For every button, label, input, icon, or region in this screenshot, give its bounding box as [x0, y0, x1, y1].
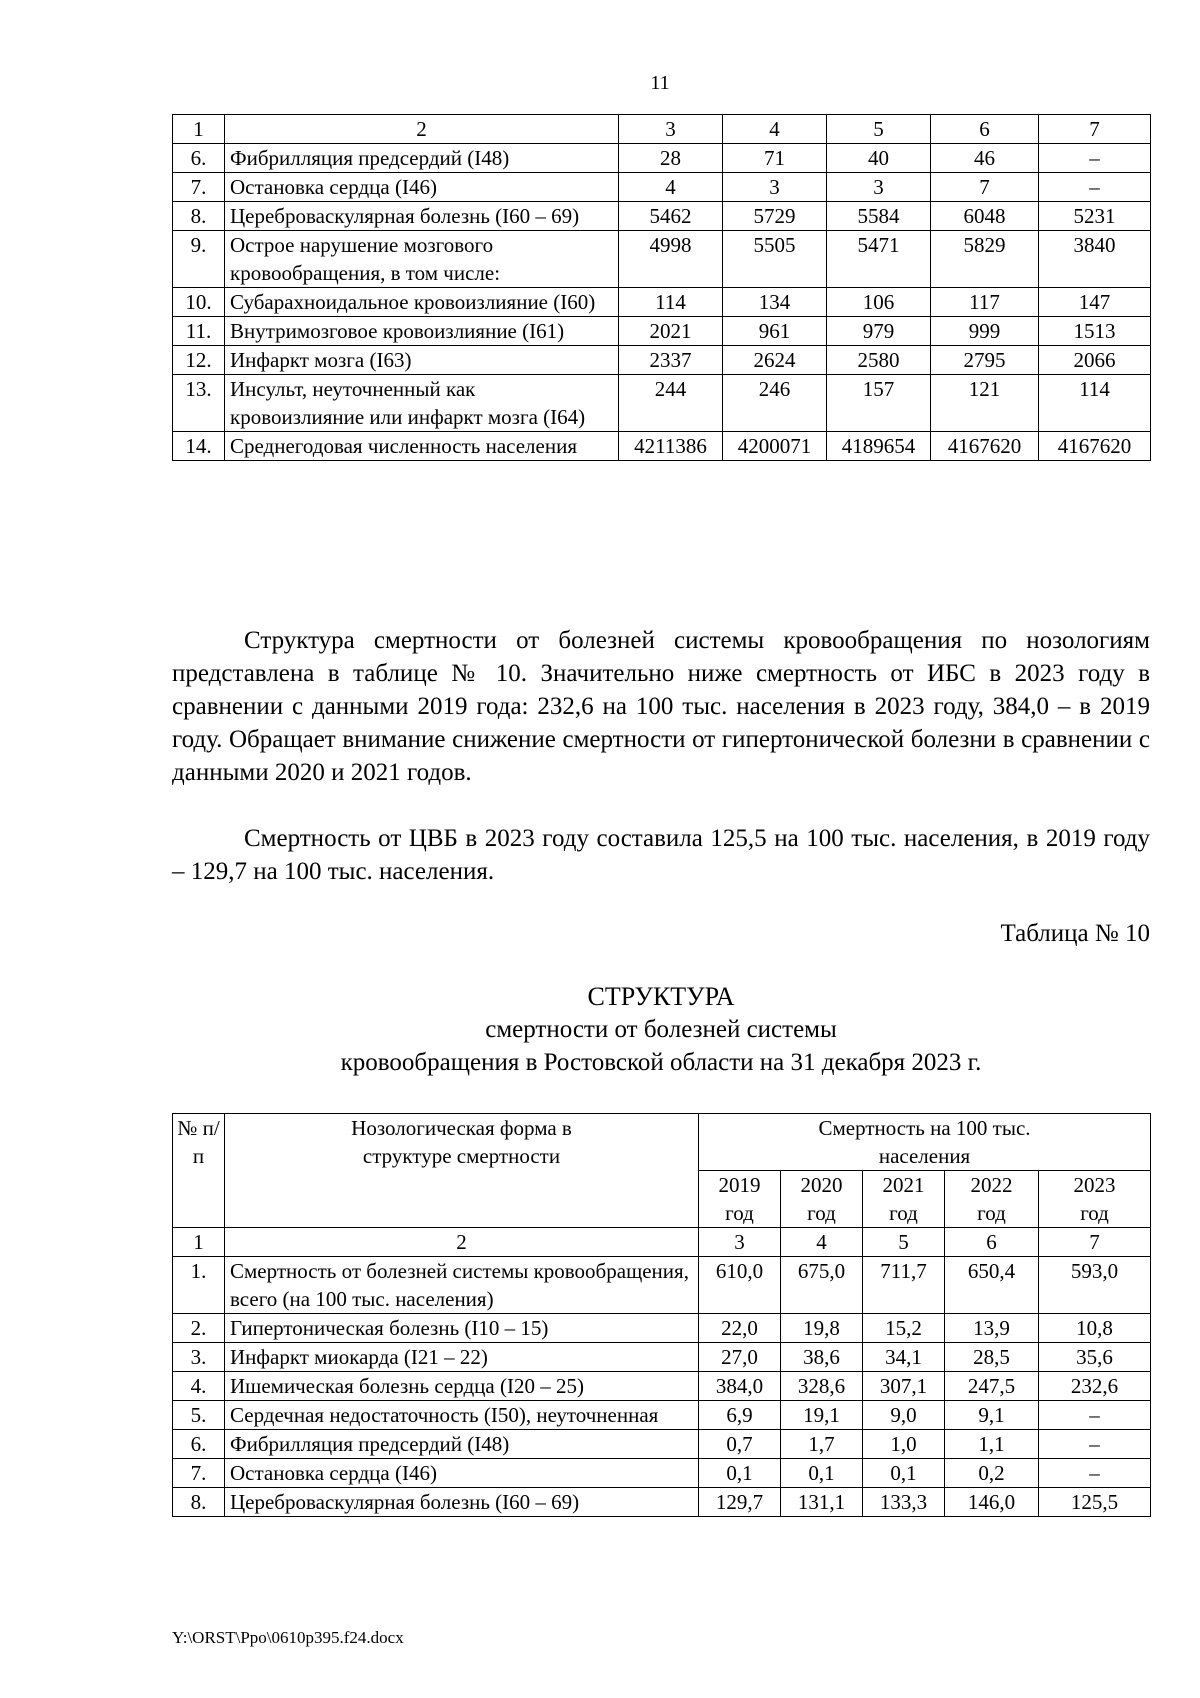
- value-cell: 5829: [931, 231, 1039, 288]
- row-number: 7.: [173, 1459, 225, 1488]
- value-cell: 247,5: [945, 1372, 1039, 1401]
- value-cell: 593,0: [1039, 1257, 1151, 1314]
- body-paragraph: [172, 624, 1150, 789]
- table-row: [173, 317, 1151, 346]
- value-cell: 4167620: [1039, 432, 1151, 461]
- value-cell: 2066: [1039, 346, 1151, 375]
- value-cell: 40: [827, 144, 931, 173]
- table-row: [173, 375, 1151, 432]
- row-number: 6.: [173, 1430, 225, 1459]
- value-cell: 3: [827, 173, 931, 202]
- value-cell: 999: [931, 317, 1039, 346]
- table-row: [173, 1372, 1151, 1401]
- value-cell: –: [1039, 1459, 1151, 1488]
- value-cell: 27,0: [699, 1343, 781, 1372]
- column-number: 4: [723, 115, 827, 144]
- paragraph-text: Структура смертности от болезней системы кровообращения по нозологиям представлена в таблице № 10. Значительно ниже смертность от ИБС в 2023 году в сравнении с данными 2019 года: 232,6 на 100 тыс. населения в 2023 году, 384,0 – в 2019 году. Обращает внимание снижение смертности от гипертонической болезни в сравнении с данными 2020 и 2021 годов.: [172, 627, 1150, 786]
- column-number: 2: [225, 1228, 699, 1257]
- row-number: 4.: [173, 1372, 225, 1401]
- value-cell: 244: [619, 375, 723, 432]
- value-cell: 9,1: [945, 1401, 1039, 1430]
- row-label: Смертность от болезней системы кровообращения, всего (на 100 тыс. населения): [225, 1257, 699, 1314]
- year-header: 2020 год: [781, 1171, 863, 1228]
- title-line: смертности от болезней системы: [485, 1016, 837, 1043]
- row-label: Фибрилляция предсердий (I48): [225, 1430, 699, 1459]
- value-cell: 4211386: [619, 432, 723, 461]
- value-cell: 147: [1039, 288, 1151, 317]
- value-cell: 1,0: [863, 1430, 945, 1459]
- value-cell: 1,1: [945, 1430, 1039, 1459]
- table-row: [173, 432, 1151, 461]
- value-cell: 2021: [619, 317, 723, 346]
- table-row: [173, 1401, 1151, 1430]
- value-cell: –: [1039, 144, 1151, 173]
- row-number: 8.: [173, 202, 225, 231]
- mortality-counts-table: [172, 114, 1151, 461]
- row-number: 12.: [173, 346, 225, 375]
- value-cell: 46: [931, 144, 1039, 173]
- table-row: [173, 173, 1151, 202]
- value-cell: 129,7: [699, 1488, 781, 1517]
- value-cell: 10,8: [1039, 1314, 1151, 1343]
- value-cell: 4189654: [827, 432, 931, 461]
- value-cell: 114: [1039, 375, 1151, 432]
- value-cell: 15,2: [863, 1314, 945, 1343]
- row-label: Инфаркт миокарда (I21 – 22): [225, 1343, 699, 1372]
- value-cell: 134: [723, 288, 827, 317]
- body-paragraph: [172, 822, 1150, 888]
- value-cell: 6,9: [699, 1401, 781, 1430]
- row-number: 9.: [173, 231, 225, 288]
- value-cell: 675,0: [781, 1257, 863, 1314]
- value-cell: 2795: [931, 346, 1039, 375]
- row-label: Инфаркт мозга (I63): [225, 346, 619, 375]
- year-header: 2021 год: [863, 1171, 945, 1228]
- column-number: 6: [945, 1228, 1039, 1257]
- row-label: Гипертоническая болезнь (I10 – 15): [225, 1314, 699, 1343]
- value-cell: 3840: [1039, 231, 1151, 288]
- value-cell: –: [1039, 1430, 1151, 1459]
- title-line: СТРУКТУРА: [587, 982, 735, 1011]
- value-cell: 650,4: [945, 1257, 1039, 1314]
- value-cell: 6048: [931, 202, 1039, 231]
- value-cell: 19,1: [781, 1401, 863, 1430]
- row-number: 3.: [173, 1343, 225, 1372]
- table-column-numbers-row: [173, 1228, 1151, 1257]
- value-cell: 38,6: [781, 1343, 863, 1372]
- value-cell: 5462: [619, 202, 723, 231]
- header-group: Смертность на 100 тыс. населения: [699, 1114, 1151, 1171]
- column-number: 4: [781, 1228, 863, 1257]
- row-number: 14.: [173, 432, 225, 461]
- row-label: Острое нарушение мозгового кровообращения, в том числе:: [225, 231, 619, 288]
- table-row: [173, 144, 1151, 173]
- paragraph-text: Смертность от ЦВБ в 2023 году составила 125,5 на 100 тыс. населения, в 2019 году – 129,7 на 100 тыс. населения.: [172, 825, 1150, 885]
- value-cell: 133,3: [863, 1488, 945, 1517]
- value-cell: 0,2: [945, 1459, 1039, 1488]
- row-label: Фибрилляция предсердий (I48): [225, 144, 619, 173]
- value-cell: 0,1: [781, 1459, 863, 1488]
- value-cell: 5231: [1039, 202, 1151, 231]
- value-cell: 5505: [723, 231, 827, 288]
- column-number: 1: [173, 1228, 225, 1257]
- row-label: Инсульт, неуточненный как кровоизлияние или инфаркт мозга (I64): [225, 375, 619, 432]
- value-cell: –: [1039, 1401, 1151, 1430]
- row-label: Остановка сердца (I46): [225, 173, 619, 202]
- row-number: 10.: [173, 288, 225, 317]
- value-cell: 28,5: [945, 1343, 1039, 1372]
- column-number: 2: [225, 115, 619, 144]
- column-number: 7: [1039, 115, 1151, 144]
- header-form: Нозологическая форма в структуре смертности: [225, 1114, 699, 1228]
- value-cell: 125,5: [1039, 1488, 1151, 1517]
- title-line: кровообращения в Ростовской области на 31 декабря 2023 г.: [340, 1049, 982, 1076]
- row-number: 6.: [173, 144, 225, 173]
- value-cell: 2337: [619, 346, 723, 375]
- table-header-row: [173, 115, 1151, 144]
- value-cell: 5471: [827, 231, 931, 288]
- value-cell: 9,0: [863, 1401, 945, 1430]
- value-cell: –: [1039, 173, 1151, 202]
- value-cell: 13,9: [945, 1314, 1039, 1343]
- table-row: [173, 1430, 1151, 1459]
- value-cell: 117: [931, 288, 1039, 317]
- row-label: Внутримозговое кровоизлияние (I61): [225, 317, 619, 346]
- value-cell: 5584: [827, 202, 931, 231]
- header-number: № п/п: [173, 1114, 225, 1228]
- row-label: Сердечная недостаточность (I50), неуточненная: [225, 1401, 699, 1430]
- table-row: [173, 1459, 1151, 1488]
- table-row: [173, 202, 1151, 231]
- row-label: Ишемическая болезнь сердца (I20 – 25): [225, 1372, 699, 1401]
- value-cell: 1513: [1039, 317, 1151, 346]
- table-row: [173, 288, 1151, 317]
- value-cell: 4998: [619, 231, 723, 288]
- value-cell: 4: [619, 173, 723, 202]
- table-row: [173, 1488, 1151, 1517]
- column-number: 5: [827, 115, 931, 144]
- value-cell: 28: [619, 144, 723, 173]
- row-number: 2.: [173, 1314, 225, 1343]
- value-cell: 106: [827, 288, 931, 317]
- table-row: [173, 1314, 1151, 1343]
- table-row: [173, 1343, 1151, 1372]
- year-header: 2022 год: [945, 1171, 1039, 1228]
- value-cell: 0,7: [699, 1430, 781, 1459]
- value-cell: 2624: [723, 346, 827, 375]
- year-header: 2023 год: [1039, 1171, 1151, 1228]
- row-number: 8.: [173, 1488, 225, 1517]
- row-label: Остановка сердца (I46): [225, 1459, 699, 1488]
- column-number: 7: [1039, 1228, 1151, 1257]
- row-number: 7.: [173, 173, 225, 202]
- value-cell: 961: [723, 317, 827, 346]
- row-label: Цереброваскулярная болезнь (I60 – 69): [225, 202, 619, 231]
- value-cell: 3: [723, 173, 827, 202]
- column-number: 1: [173, 115, 225, 144]
- row-number: 5.: [173, 1401, 225, 1430]
- value-cell: 7: [931, 173, 1039, 202]
- row-number: 11.: [173, 317, 225, 346]
- value-cell: 114: [619, 288, 723, 317]
- value-cell: 22,0: [699, 1314, 781, 1343]
- value-cell: 2580: [827, 346, 931, 375]
- value-cell: 307,1: [863, 1372, 945, 1401]
- value-cell: 146,0: [945, 1488, 1039, 1517]
- value-cell: 0,1: [699, 1459, 781, 1488]
- value-cell: 384,0: [699, 1372, 781, 1401]
- value-cell: 121: [931, 375, 1039, 432]
- table-header-row: [173, 1114, 1151, 1171]
- table-row: [173, 346, 1151, 375]
- value-cell: 4167620: [931, 432, 1039, 461]
- mortality-structure-table: [172, 1113, 1151, 1517]
- column-number: 5: [863, 1228, 945, 1257]
- value-cell: 34,1: [863, 1343, 945, 1372]
- value-cell: 5729: [723, 202, 827, 231]
- value-cell: 35,6: [1039, 1343, 1151, 1372]
- table-row: [173, 231, 1151, 288]
- footer-file-path: Y:\ORST\Ppo\0610p395.f24.docx: [172, 1628, 404, 1647]
- year-header: 2019 год: [699, 1171, 781, 1228]
- value-cell: 157: [827, 375, 931, 432]
- value-cell: 1,7: [781, 1430, 863, 1459]
- value-cell: 246: [723, 375, 827, 432]
- value-cell: 979: [827, 317, 931, 346]
- value-cell: 610,0: [699, 1257, 781, 1314]
- value-cell: 0,1: [863, 1459, 945, 1488]
- table-title: [172, 980, 1150, 1079]
- column-number: 3: [699, 1228, 781, 1257]
- row-number: 13.: [173, 375, 225, 432]
- row-label: Цереброваскулярная болезнь (I60 – 69): [225, 1488, 699, 1517]
- value-cell: 19,8: [781, 1314, 863, 1343]
- row-number: 1.: [173, 1257, 225, 1314]
- column-number: 6: [931, 115, 1039, 144]
- column-number: 3: [619, 115, 723, 144]
- value-cell: 232,6: [1039, 1372, 1151, 1401]
- table-label: Таблица № 10: [1000, 920, 1150, 947]
- value-cell: 711,7: [863, 1257, 945, 1314]
- row-label: Субарахноидальное кровоизлияние (I60): [225, 288, 619, 317]
- table-row: [173, 1257, 1151, 1314]
- value-cell: 131,1: [781, 1488, 863, 1517]
- row-label: Среднегодовая численность населения: [225, 432, 619, 461]
- value-cell: 328,6: [781, 1372, 863, 1401]
- value-cell: 71: [723, 144, 827, 173]
- page-number: 11: [650, 72, 670, 94]
- value-cell: 4200071: [723, 432, 827, 461]
